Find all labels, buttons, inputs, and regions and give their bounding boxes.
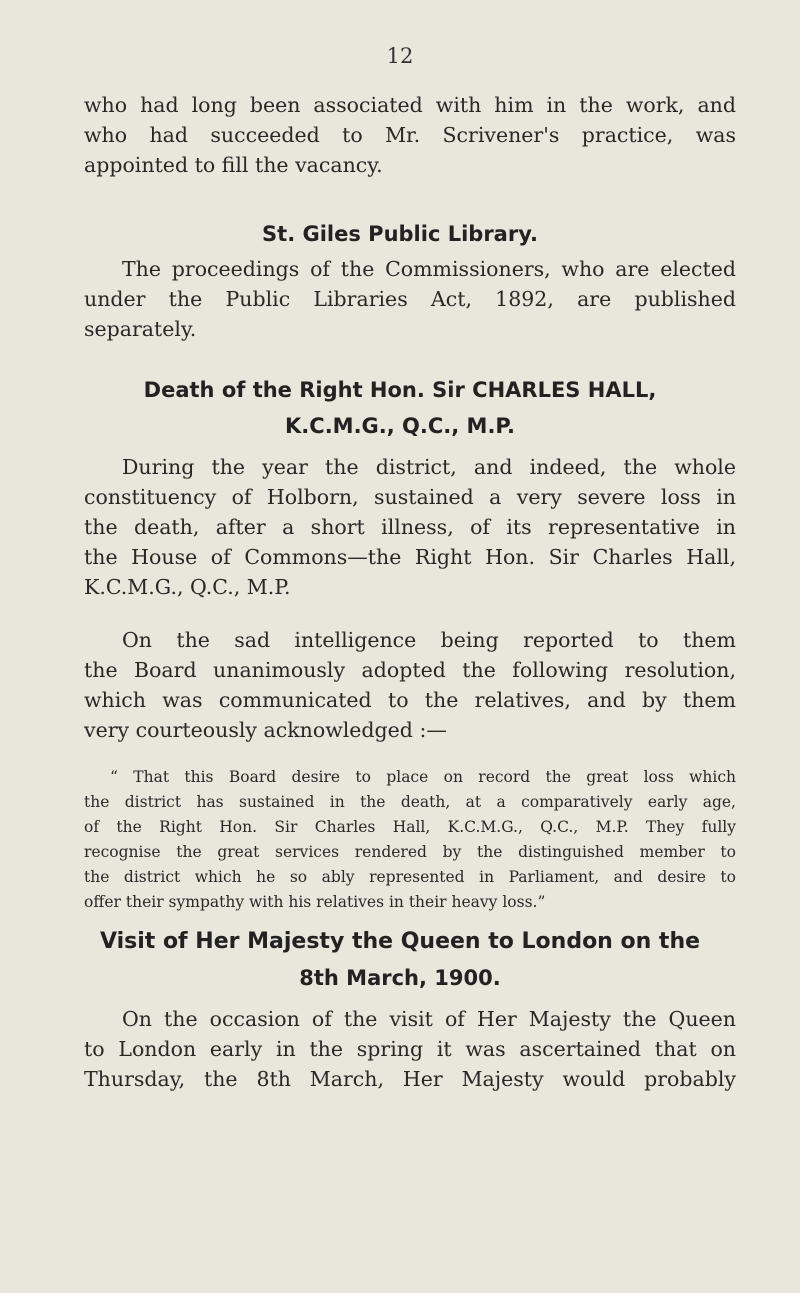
text-line: to London early in the spring it was ascertained that on [84,1037,736,1061]
text-line: On the occasion of the visit of Her Majesty the Queen [122,1007,736,1031]
heading-line: K.C.M.G., Q.C., M.P. [285,414,515,438]
heading-line: St. Giles Public Library. [262,222,538,246]
heading-line: Visit of Her Majesty the Queen to London on the [99,929,701,954]
text-line: the death, after a short illness, of its representative in [84,515,736,539]
paragraph-death [84,452,736,602]
paragraph-resolution [84,625,736,745]
quote-line: the district which he so ably represented in Parliament, and desire to [84,868,736,886]
heading-line: Death of the Right Hon. Sir CHARLES HALL, [143,378,657,402]
heading-death-charles-hall [60,372,740,444]
quote-line: offer their sympathy with his relatives in their heavy loss.” [84,893,546,911]
paragraph-queen-visit [84,1004,736,1094]
heading-st-giles-library [60,216,740,252]
text-line: On the sad intelligence being reported to them [122,628,736,652]
text-line: constituency of Holborn, sustained a very severe loss in [84,485,736,509]
paragraph-library [84,254,736,344]
quote-line: recognise the great services rendered by the distinguished member to [84,843,736,861]
heading-line: 8th March, 1900. [299,966,501,990]
page-number: 12 [386,44,414,68]
quote-line: of the Right Hon. Sir Charles Hall, K.C.M.G., Q.C., M.P. They fully [84,818,736,836]
text-line: Thursday, the 8th March, Her Majesty would probably [84,1067,736,1091]
text-line: K.C.M.G., Q.C., M.P. [84,575,291,599]
quote-line: the district has sustained in the death, at a comparatively early age, [84,793,736,811]
text-line: which was communicated to the relatives, and by them [84,688,736,712]
text-line: who had long been associated with him in the work, and [84,93,736,117]
paragraph-appointment [84,90,736,180]
text-line: The proceedings of the Commissioners, who are elected [122,257,736,281]
text-line: the House of Commons—the Right Hon. Sir Charles Hall, [84,545,736,569]
text-line: During the year the district, and indeed, the whole [122,455,736,479]
text-line: the Board unanimously adopted the following resolution, [84,658,736,682]
text-line: separately. [84,317,197,341]
heading-queen-visit [60,924,740,996]
text-line: appointed to fill the vacancy. [84,153,383,177]
text-line: very courteously acknowledged :— [84,718,447,742]
quoted-resolution [84,765,736,915]
text-line: who had succeeded to Mr. Scrivener's practice, was [84,123,736,147]
quote-line: “ That this Board desire to place on record the great loss which [110,768,736,786]
text-line: under the Public Libraries Act, 1892, are published [84,287,736,311]
